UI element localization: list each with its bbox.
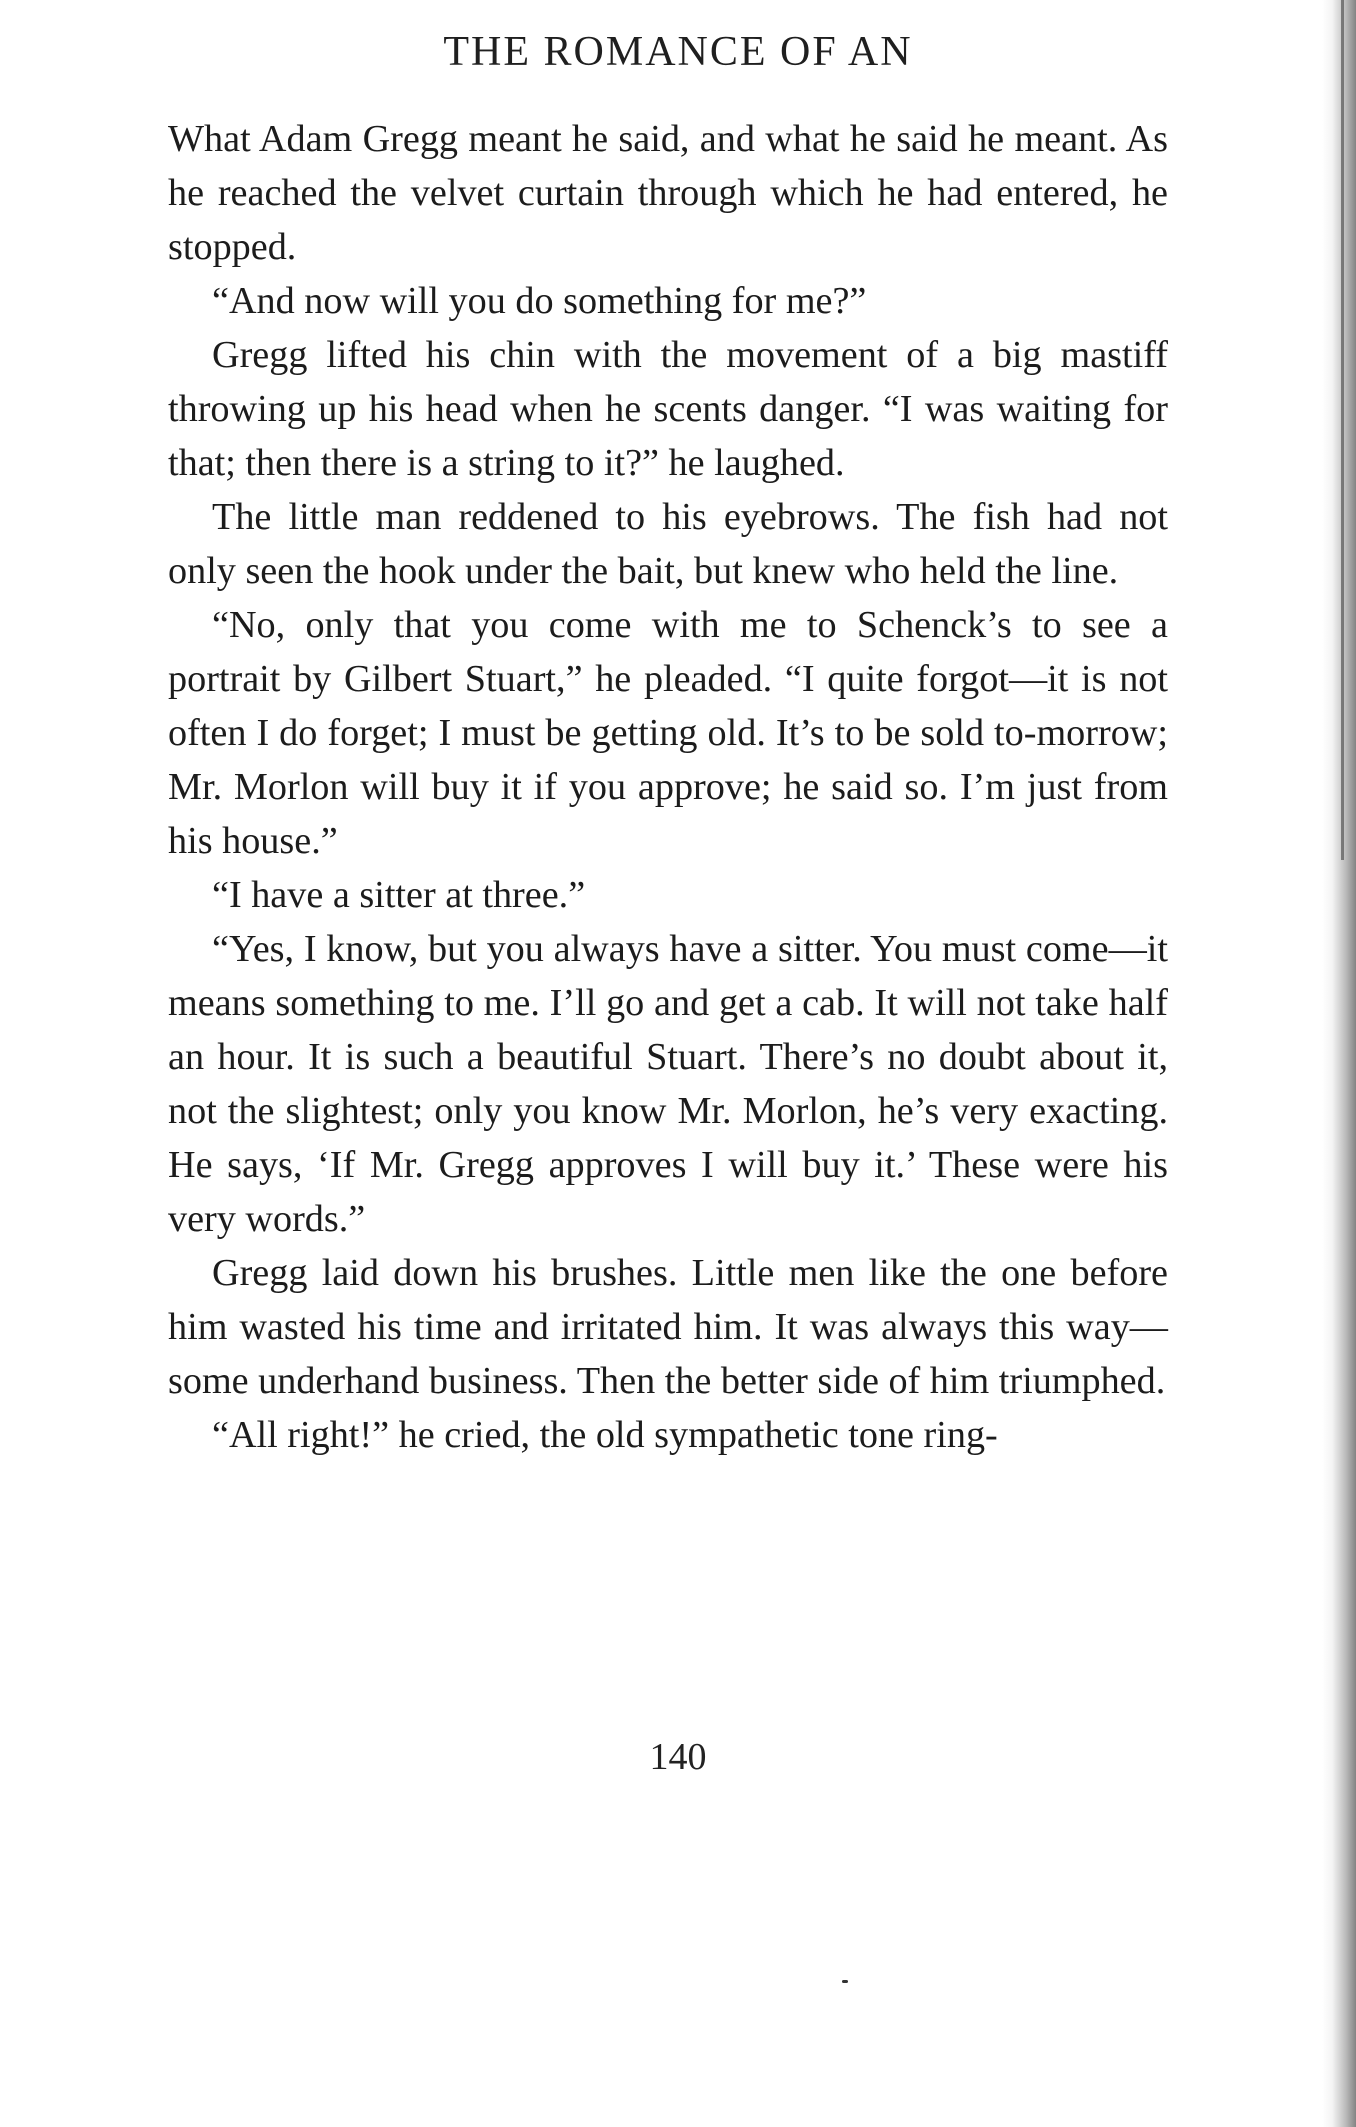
body-text xyxy=(168,112,1168,1462)
running-head: THE ROMANCE OF AN xyxy=(443,29,913,75)
paragraph: “And now will you do something for me?” xyxy=(212,280,867,322)
paragraph: Gregg lifted his chin with the movement of a big mastiff throwing up his head when he scents danger. “I was waiting for that; then there is a string to it?” he laughed. xyxy=(168,334,1168,484)
paragraph: What Adam Gregg meant he said, and what he said he meant. As he reached the velvet curtain through which he had entered, he stopped. xyxy=(168,118,1168,268)
binding-edge-line xyxy=(1341,0,1344,860)
scan-speck xyxy=(842,1980,848,1983)
paragraph: “No, only that you come with me to Schenck’s to see a portrait by Gilbert Stuart,” he pleaded. “I quite forgot—it is not often I do forget; I must be getting old. It’s to be sold to-morrow; Mr. Morlon will buy it if you approve; he said so. I’m just from his house.” xyxy=(168,604,1168,862)
page-number: 140 xyxy=(649,1736,707,1778)
paragraph: Gregg laid down his brushes. Little men like the one before him wasted his time and irritated him. It was always this way—some underhand business. Then the better side of him triumphed. xyxy=(168,1252,1168,1402)
paragraph: “I have a sitter at three.” xyxy=(212,874,586,916)
paragraph: “All right!” he cried, the old sympathetic tone ring- xyxy=(212,1414,998,1456)
paragraph: The little man reddened to his eyebrows. The fish had not only seen the hook under the bait, but knew who held the line. xyxy=(168,496,1168,592)
binding-edge-shadow xyxy=(1322,0,1356,2127)
paragraph: “Yes, I know, but you always have a sitter. You must come—it means something to me. I’ll go and get a cab. It will not take half an hour. It is such a beautiful Stuart. There’s no doubt about it, not the slightest; only you know Mr. Morlon, he’s very exacting. He says, ‘If Mr. Gregg approves I will buy it.’ These were his very words.” xyxy=(168,928,1168,1240)
